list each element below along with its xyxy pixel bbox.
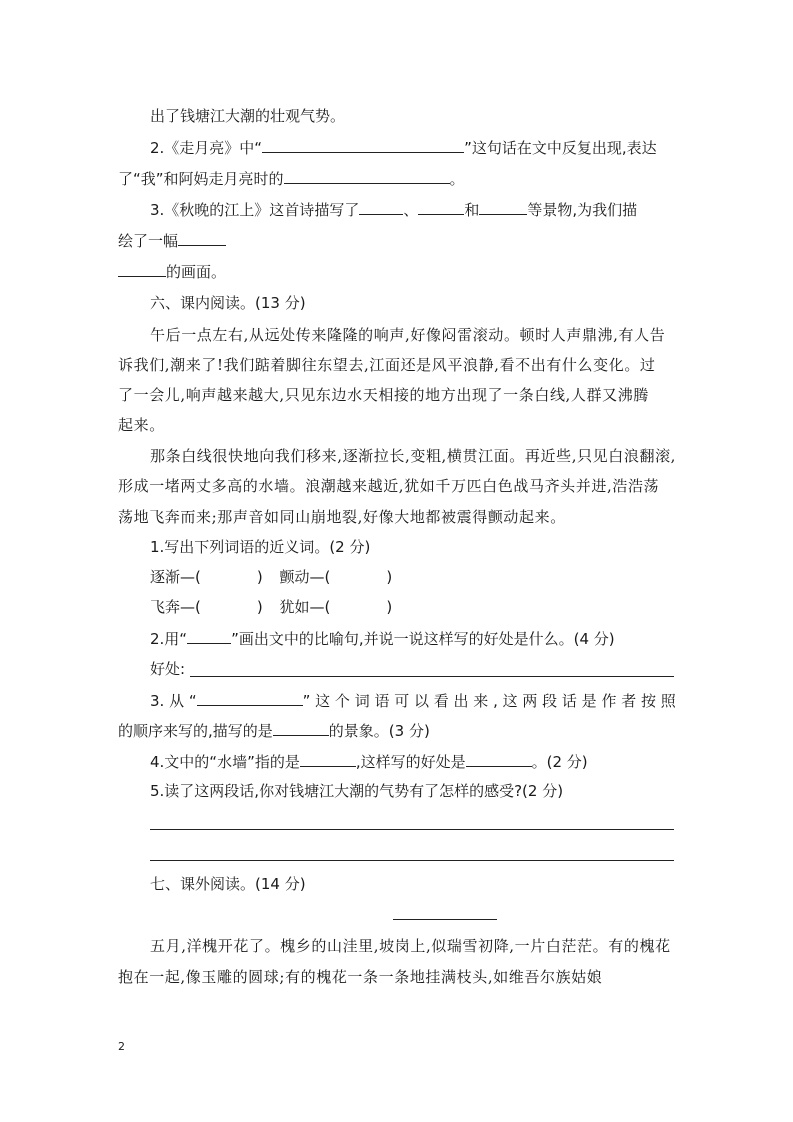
synonym-row-1: 逐渐—( ) 颤动—( ) [150, 568, 393, 586]
passage-line: 了一会儿,响声越来越大,只见东边水天相接的地方出现了一条白线,人群又沸腾 [118, 386, 649, 404]
question-3-line3: 的画面。 [118, 261, 226, 282]
question-6-1: 1.写出下列词语的近义词。(2 分) [150, 538, 371, 556]
intro-tail: 出了钱塘江大潮的壮观气势。 [150, 107, 346, 125]
page-number: 2 [118, 1040, 125, 1053]
section-6-heading: 六、课内阅读。(13 分) [150, 294, 306, 312]
answer-blank[interactable] [284, 168, 450, 184]
passage-line: 那条白线很快地向我们移来,逐渐拉长,变粗,横贯江面。再近些,只见白浪翻滚, [150, 447, 677, 465]
answer-blank[interactable] [187, 628, 231, 644]
question-6-5: 5.读了这两段话,你对钱塘江大潮的气势有了怎样的感受?(2 分) [150, 782, 564, 800]
answer-blank[interactable] [479, 199, 527, 215]
answer-blank[interactable] [178, 230, 226, 246]
title-blank[interactable] [393, 919, 497, 920]
answer-line[interactable] [190, 676, 674, 677]
passage-line: 形成一堵两丈多高的水墙。浪潮越来越近,犹如千万匹白色战马齐头并进,浩浩荡 [118, 477, 660, 495]
answer-blank[interactable] [466, 751, 532, 767]
passage-line: 午后一点左右,从远处传来隆隆的响声,好像闷雷滚动。顿时人声鼎沸,有人告 [150, 326, 666, 344]
passage-line: 五月,洋槐开花了。槐乡的山洼里,坡岗上,似瑞雪初降,一片白茫茫。有的槐花 [150, 937, 671, 955]
question-3: 3.《秋晚的江上》这首诗描写了 、 和 等景物,为我们描 [150, 201, 638, 219]
answer-blank[interactable] [197, 690, 303, 706]
section-7-heading: 七、课外阅读。(14 分) [150, 875, 306, 893]
answer-blank[interactable] [418, 199, 464, 215]
answer-blank[interactable] [300, 751, 356, 767]
answer-blank[interactable] [273, 720, 329, 736]
question-6-3-line2: 的顺序来写的,描写的是 的景象。(3 分) [118, 722, 430, 740]
passage-line: 荡地飞奔而来;那声音如同山崩地裂,好像大地都被震得颤动起来。 [118, 508, 566, 526]
passage-line: 起来。 [118, 416, 165, 434]
question-2: 2.《走月亮》中“ ”这句话在文中反复出现,表达 [150, 139, 657, 157]
question-3-line2: 绘了一幅 [118, 230, 226, 251]
answer-blank[interactable] [359, 199, 403, 215]
answer-blank[interactable] [118, 261, 166, 277]
answer-blank[interactable] [262, 137, 464, 153]
question-6-3: 3. 从 “ ” 这 个 词 语 可 以 看 出 来 , 这 两 段 话 是 作 者 按 照 [150, 692, 676, 710]
answer-line[interactable] [150, 860, 674, 861]
question-6-4: 4.文中的“水墙”指的是 ,这样写的好处是 。(2 分) [150, 753, 588, 771]
question-2-line2: 了“我”和阿妈走月亮时的 。 [118, 170, 465, 188]
synonym-row-2: 飞奔—( ) 犹如—( ) [150, 598, 393, 616]
answer-line[interactable] [150, 829, 674, 830]
passage-line: 诉我们,潮来了!我们踮着脚往东望去,江面还是风平浪静,看不出有什么变化。过 [118, 356, 656, 374]
passage-line: 抱在一起,像玉雕的圆球;有的槐花一条一条地挂满枝头,如维吾尔族姑娘 [118, 968, 603, 986]
benefit-label: 好处: [150, 660, 186, 678]
question-6-2: 2.用“ ”画出文中的比喻句,并说一说这样写的好处是什么。(4 分) [150, 630, 615, 648]
